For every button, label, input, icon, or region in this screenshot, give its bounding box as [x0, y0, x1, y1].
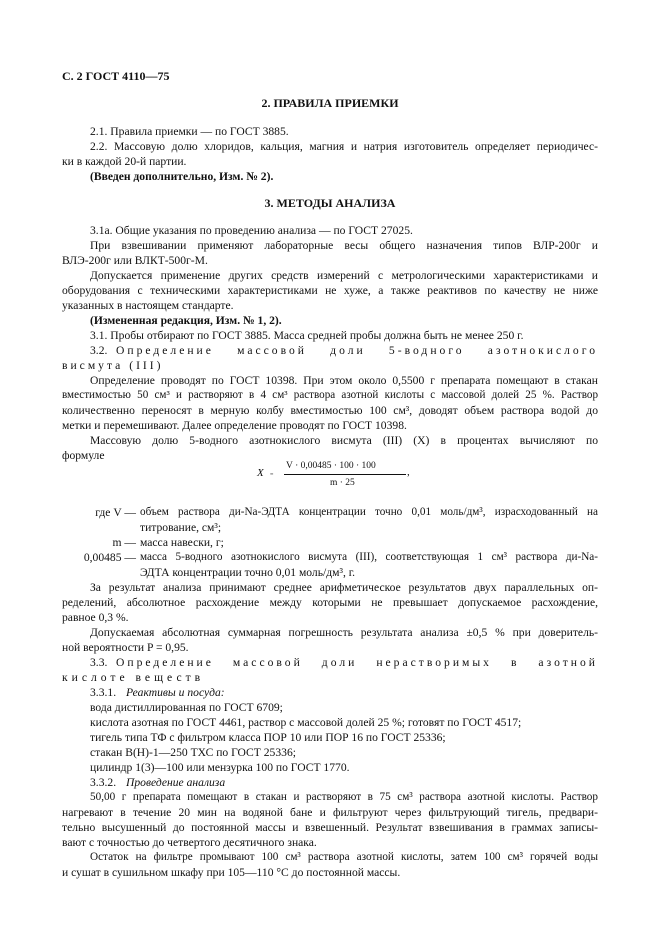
- result-line2: ределений, абсолютное расхождение между которыми не превышает допускаемое расхождение,: [62, 596, 598, 609]
- where-symbol-m: m —: [112, 536, 136, 549]
- determination-line3: количественно переносят в мерную колбу вместимостью 100 см³, доводят объем раствора водой до: [62, 404, 598, 417]
- error-line2: ной вероятности P = 0,95.: [62, 641, 189, 654]
- paragraph-3-3-2-number: 3.3.2.: [90, 776, 117, 789]
- determination-line2: вместимостью 50 см³ и растворяют в 4 см³ раствора азотной кислоты с массовой долей 25 %. Раствор: [62, 389, 598, 401]
- amendment-note-2: (Введен дополнительно, Изм. № 2).: [90, 170, 274, 183]
- section-2-title: 2. ПРАВИЛА ПРИЕМКИ: [261, 96, 399, 110]
- paragraph-3-3-number: 3.3.: [90, 656, 108, 669]
- result-line3: равное 0,3 %.: [62, 611, 129, 624]
- fraction-bar: [284, 474, 406, 475]
- reagent-item: тигель типа ТФ с фильтром класса ПОР 10 или ПОР 16 по ГОСТ 25336;: [90, 731, 446, 744]
- mass-fraction-line2: формуле: [62, 449, 105, 462]
- where-text-V-line2: титрование, см³;: [140, 521, 222, 534]
- where-symbol-constant: 0,00485 —: [83, 551, 136, 564]
- weighing-line1: При взвешивании применяют лабораторные весы общего назначения типов ВЛР-200г и: [90, 239, 598, 252]
- formula-comma: ,: [407, 466, 410, 478]
- residue-line1: Остаток на фильтре промывают 100 см³ раствора азотной кислоты, затем 100 см³ горячей воды: [90, 851, 598, 863]
- weighing-line2: ВЛЭ-200г или ВЛКТ-500г-М.: [62, 254, 208, 267]
- paragraph-3-2-number: 3.2.: [90, 344, 108, 357]
- allowance-line3: указанных в настоящем стандарте.: [62, 299, 234, 312]
- procedure-line4: вают с точностью до четвертого десятичного знака.: [62, 836, 317, 849]
- residue-line2: и сушат в сушильном шкафу при 105—110 °С до постоянной массы.: [62, 866, 401, 879]
- allowance-line2: оборудования с техническими характеристиками не хуже, а также реактивов по качеству не ниже: [62, 284, 598, 297]
- reagent-item: стакан В(Н)-1—250 ТХС по ГОСТ 25336;: [90, 746, 296, 759]
- paragraph-3-2-heading-line2: висмута (III): [62, 359, 164, 372]
- where-text-constant-line1: масса 5-водного азотнокислого висмута (III), соответствующая 1 см³ раствора ди-Na-: [140, 551, 598, 563]
- determination-line4: метки и перемешивают. Далее определение проводят по ГОСТ 10398.: [62, 419, 407, 432]
- allowance-line1: Допускается применение других средств измерений с метрологическими характеристиками и: [90, 269, 598, 282]
- paragraph-3-3-heading-line2: кислоте веществ: [62, 671, 205, 684]
- paragraph-2-2-line2: ки в каждой 20-й партии.: [62, 155, 187, 168]
- result-line1: За результат анализа принимают среднее арифметическое результатов двух параллельных оп-: [90, 581, 598, 594]
- reagent-item: кислота азотная по ГОСТ 4461, раствор с массовой долей 25 %; готовят по ГОСТ 4517;: [90, 716, 522, 729]
- paragraph-2-2-line1: 2.2. Массовую долю хлоридов, кальция, магния и натрия изготовитель определяет периодичес-: [90, 140, 598, 153]
- error-line1: Допускаемая абсолютная суммарная погрешность результата анализа ±0,5 % при доверитель-: [90, 626, 598, 639]
- page-header: С. 2 ГОСТ 4110—75: [62, 69, 170, 83]
- amendment-note-1-2: (Измененная редакция, Изм. № 1, 2).: [90, 314, 282, 327]
- where-text-constant-line2: ЭДТА концентрации точно 0,01 моль/дм³, г.: [140, 566, 356, 579]
- paragraph-3-3-1-number: 3.3.1.: [90, 686, 117, 699]
- paragraph-2-1: 2.1. Правила приемки — по ГОСТ 3885.: [90, 125, 289, 138]
- reagent-item: цилиндр 1(3)—100 или мензурка 100 по ГОСТ 1770.: [90, 761, 350, 774]
- procedure-line3: тельно высушенный до постоянной массы и взвешенный. Результат взвешивания в граммах записы-: [62, 821, 598, 834]
- formula-denominator: m · 25: [330, 478, 355, 488]
- determination-line1: Определение проводят по ГОСТ 10398. При этом около 0,5500 г препарата помещают в стакан: [90, 374, 598, 387]
- reagent-item: вода дистиллированная по ГОСТ 6709;: [90, 701, 283, 714]
- paragraph-3-1a: 3.1а. Общие указания по проведению анализа — по ГОСТ 27025.: [90, 224, 413, 237]
- procedure-title: Проведение анализа: [126, 776, 226, 789]
- paragraph-3-1: 3.1. Пробы отбирают по ГОСТ 3885. Масса средней пробы должна быть не менее 250 г.: [90, 329, 524, 342]
- section-3-title: 3. МЕТОДЫ АНАЛИЗА: [264, 196, 396, 210]
- formula-numerator: V · 0,00485 · 100 · 100: [286, 461, 376, 471]
- paragraph-3-3-heading-line1: Определение массовой доли нерастворимых в азотной: [116, 656, 598, 669]
- where-symbol-V: где V —: [95, 506, 136, 519]
- formula-lhs: X: [257, 467, 264, 479]
- procedure-line1: 50,00 г препарата помещают в стакан и растворяют в 75 см³ раствора азотной кислоты. Раствор: [90, 791, 598, 803]
- procedure-line2: нагревают в течение 20 мин на водяной бане и фильтруют через фильтрующий тигель, предвари-: [62, 806, 598, 819]
- where-text-V-line1: объем раствора ди-Na-ЭДТА концентрации точно 0,01 моль/дм³, израсходованный на: [140, 506, 598, 518]
- where-text-m: масса навески, г;: [140, 536, 224, 549]
- formula-equals: =: [270, 472, 274, 478]
- paragraph-3-2-heading-line1: Определение массовой доли 5-водного азотнокислого: [116, 344, 598, 357]
- reagents-title: Реактивы и посуда:: [126, 686, 225, 699]
- mass-fraction-line1: Массовую долю 5-водного азотнокислого висмута (III) (X) в процентах вычисляют по: [90, 434, 598, 447]
